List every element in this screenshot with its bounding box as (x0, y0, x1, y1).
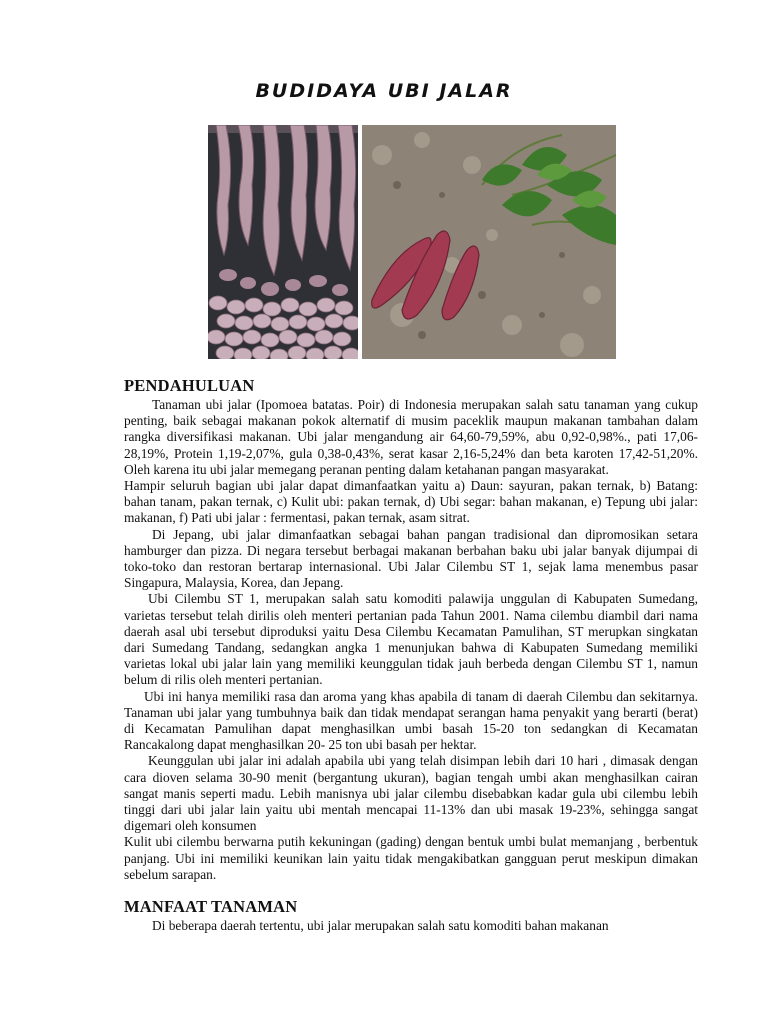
paragraph: Keunggulan ubi jalar ini adalah apabila ubi yang telah disimpan lebih dari 10 hari , dimasak dengan cara dioven selama 30-90 menit (bergantung ukuran), bagian tengah umbi akan menghasilkan cairan sangat manis seperti madu. Lebih manisnya ubi jalar cilembu disebabkan kadar gula ubi cilembu lebih tinggi dari ubi jalar lain yaitu ubi mentah mencapai 11-13% dan ubi masak 19-23%, sehingga sangat digemari oleh konsumen (124, 753, 698, 834)
section-heading-pendahuluan: PENDAHULUAN (124, 376, 255, 395)
paragraph: Di Jepang, ubi jalar dimanfaatkan sebagai bahan pangan tradisional dan dipromosikan setara hamburger dan pizza. Di negara tersebut berbagai makanan berbahan baku ubi jalar banyak dijumpai di toko-toko dan restoran bertarap internasional. Ubi Jalar Cilembu ST 1, sejak lama menembus pasar Singapura, Malaysia, Korea, dan Jepang. (124, 526, 698, 591)
paragraph: Ubi ini hanya memiliki rasa dan aroma yang khas apabila di tanam di daerah Cilembu dan sekitarnya. Tanaman ubi jalar yang tumbuhnya baik dan tidak mendapat serangan hama penyakit yang berarti (berat) di Kecamatan Pamulihan dapat menghasilkan umbi basah 15-20 ton sedangkan di Kecamatan Rancakalong dapat menghasilkan 20- 25 ton ubi basah per hektar. (124, 688, 698, 753)
hanging-sweet-potatoes-photo (208, 125, 358, 359)
paragraph: Di beberapa daerah tertentu, ubi jalar merupakan salah satu komoditi bahan makanan (152, 918, 609, 934)
paragraph: Kulit ubi cilembu berwarna putih kekuningan (gading) dengan bentuk umbi bulat memanjang , berbentuk panjang. Ubi ini memiliki keunikan lain yaitu tidak mengakibatkan gangguan perut meskipun dimakan sebelum sarapan. (124, 834, 698, 882)
section-heading-manfaat-tanaman: MANFAAT TANAMAN (124, 897, 298, 917)
document-body (124, 376, 698, 934)
paragraph: Tanaman ubi jalar (Ipomoea batatas. Poir) di Indonesia merupakan salah satu tanaman yang cukup penting, baik sebagai makanan pokok alternatif di musim paceklik maupun makanan tambahan dalam rangka diversifikasi makanan. Ubi jalar mengandung air 64,60-79,59%, abu 0,92-0,98%., pati 17,06-28,19%, Protein 1,19-2,07%, gula 0,38-0,43%, serat kasar 2,16-5,24% dan beta karoten 17,42-51,20%. Oleh karena itu ubi jalar memegang peranan penting dalam ketahanan pangan masyarakat. (124, 397, 698, 477)
paragraph: Ubi Cilembu ST 1, merupakan salah satu komoditi palawija unggulan di Kabupaten Sumedang, varietas tersebut telah dirilis oleh menteri pertanian pada Tahun 2001. Nama cilembu diambil dari nama daerah asal ubi tersebut diproduksi yaitu Desa Cilembu Kecamatan Pamulihan, ST merupkan singkatan dari Sumedang Tandang, sedangkan angka 1 menunjukan bahwa di Kabupaten Sumedang memiliki varietas lokal ubi jalar lain yang memiliki keunggulan tidak jauh berbeda dengan Cilembu ST 1, namun belum di rilis oleh menteri pertanian. (124, 591, 698, 688)
document-title: BUDIDAYA UBI JALAR (255, 80, 513, 102)
sweet-potato-plant-photo (362, 125, 616, 359)
paragraph: Hampir seluruh bagian ubi jalar dapat dimanfaatkan yaitu a) Daun: sayuran, pakan ternak, b) Batang: bahan tanam, pakan ternak, c) Kulit ubi: pakan ternak, d) Ubi segar: bahan makanan, e) Tepung ubi jalar: makanan, f) Pati ubi jalar : fermentasi, pakan ternak, asam sitrat. (124, 478, 698, 526)
